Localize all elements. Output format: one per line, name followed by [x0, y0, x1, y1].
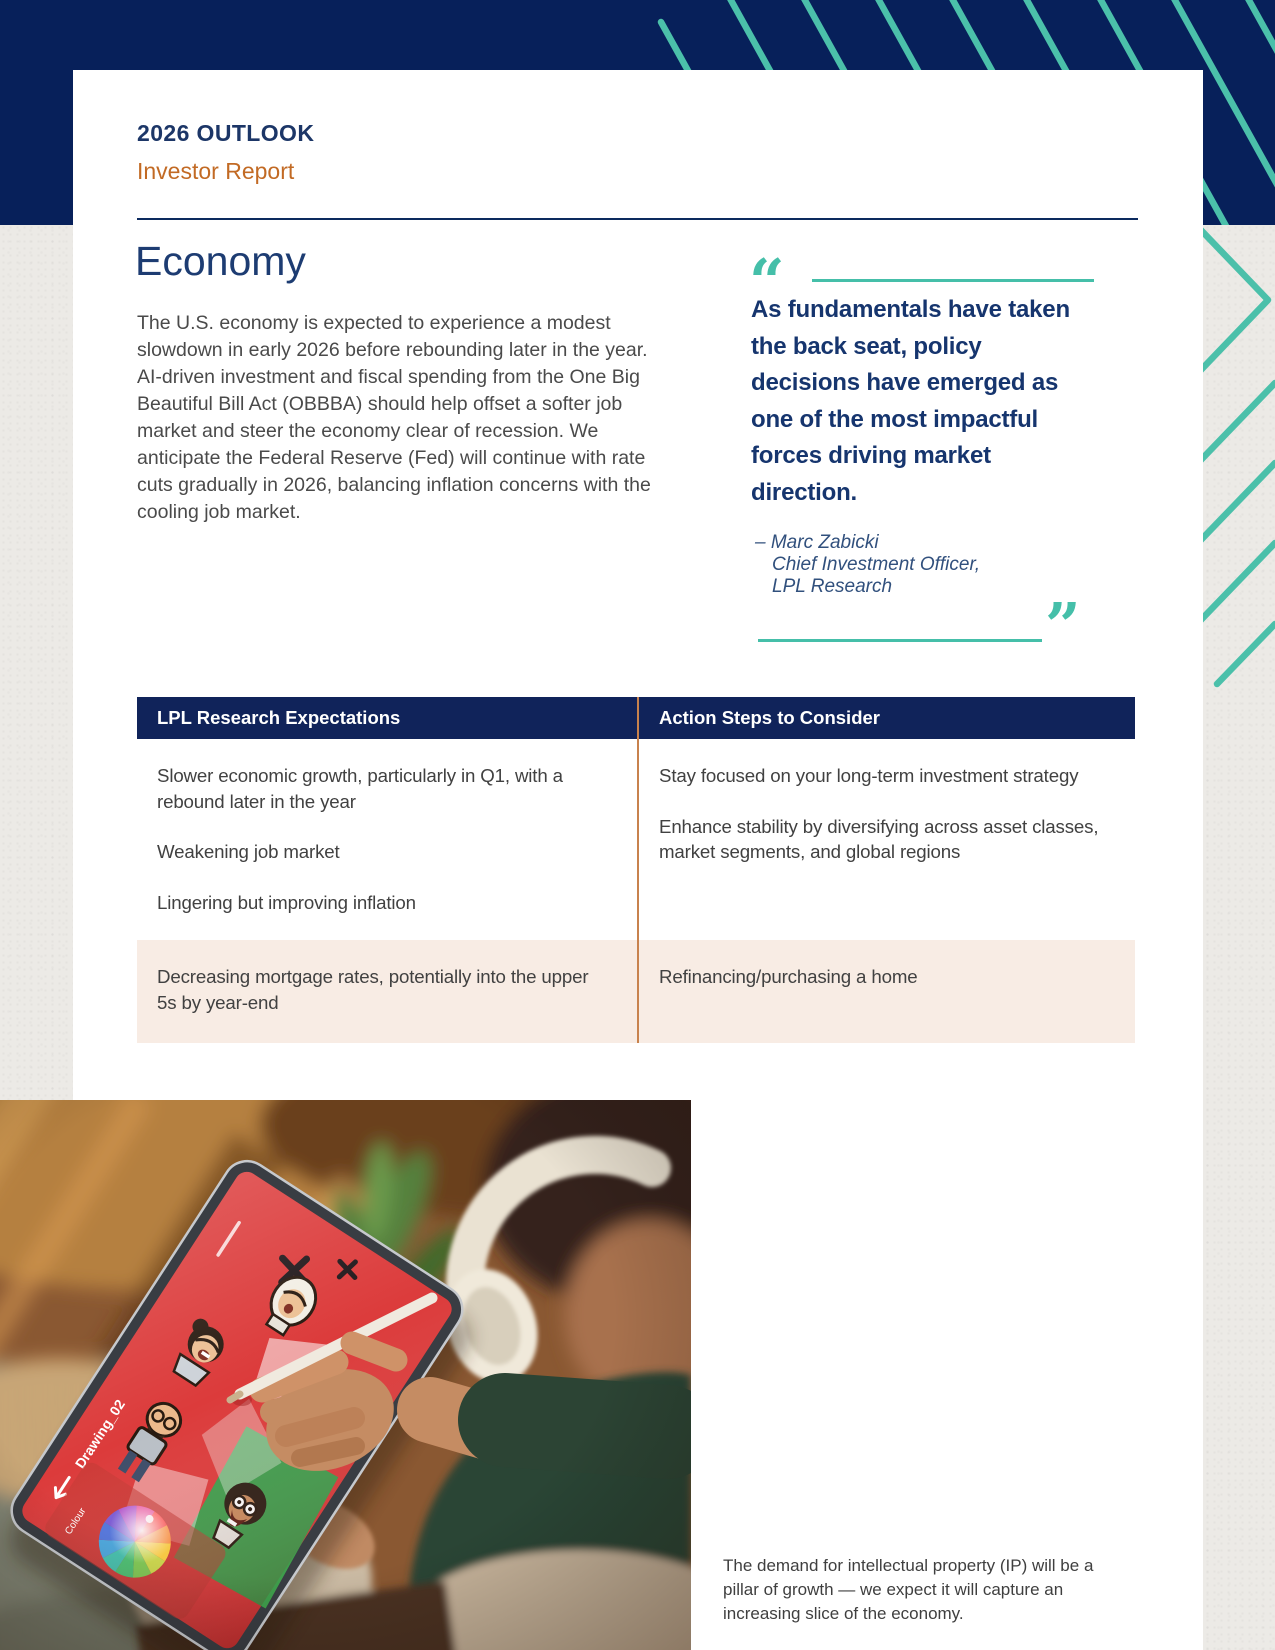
report-subtitle: Investor Report: [137, 158, 295, 184]
lifestyle-photo: [0, 1100, 691, 1650]
quote-author-org: LPL Research: [772, 576, 893, 597]
section-title: Economy: [135, 238, 306, 284]
expectations-cell: Decreasing mortgage rates, potentially into the upper 5s by year-end: [157, 966, 589, 1013]
table-header-expectations: LPL Research Expectations: [157, 707, 401, 728]
header-rule: [137, 218, 1138, 220]
actions-cell: Refinancing/purchasing a home: [659, 966, 918, 987]
photo-illustration: [0, 1100, 691, 1650]
quote-rule-bottom: [758, 639, 1042, 642]
table-header-actions: Action Steps to Consider: [659, 707, 880, 728]
content-card: 2026 OUTLOOK Investor Report Economy The U.S. economy is expected to experience a modest slowdown in early 2026 before rebounding later in the year. AI-driven investment and fiscal spending from the One Big Beautiful Bill Act (OBBBA) should help offset a softer job market and steer the economy clear of recession. We anticipate the Federal Reserve (Fed) will continue with rate cuts gradually in 2026, balancing inflation concerns with the cooling job market. “ As fundamentals have taken the back seat, policy decisions have emerged as one of the most impactful forces driving market direction. – Marc Zabicki Chief Investment Officer, LPL Research ” LPL Research Expectations Action Steps to Consider Slower economic growth, particularly in Q1, with a rebound later in the year Weakening job market Lingering but improving inflation Stay focused on your long-term investment strategy Enhance stability by diversifying across asset classes, market segments, and global regions Decreasing mortgage rates, potentially into the upper 5s by year-end Refinancing/purchasing a home The demand for intellectual property (IP) will be a pillar of growth — we expect it will capture an increasing slice of the economy.: [73, 70, 1203, 1650]
table-header-row: [137, 697, 1135, 739]
quote-author-role: Chief Investment Officer,: [772, 554, 981, 575]
economy-paragraph: The U.S. economy is expected to experience a modest slowdown in early 2026 before rebounding later in the year. AI-driven investment and fiscal spending from the One Big Beautiful Bill Act (OBBBA) should help offset a softer job market and steer the economy clear of recession. We anticipate the Federal Reserve (Fed) will continue with rate cuts gradually in 2026, balancing inflation concerns with the cooling job market.: [137, 312, 651, 523]
table-row: [137, 739, 1135, 940]
expectations-table: [137, 697, 1135, 1043]
vignette: [0, 1100, 691, 1650]
table-row-highlighted: [137, 940, 1135, 1043]
quote-rule-top: [812, 279, 1094, 282]
chevron-decoration: [1199, 222, 1275, 702]
photo-caption: The demand for intellectual property (IP) will be a pillar of growth — we expect it will capture an increasing slice of the economy.: [723, 1556, 1094, 1623]
table-column-divider: [637, 697, 639, 1043]
quote-author: – Marc Zabicki: [755, 532, 879, 553]
report-kicker: 2026 OUTLOOK: [137, 120, 315, 146]
actions-cell: Stay focused on your long-term investment strategy Enhance stability by diversifying across asset classes, market segments, and global regions: [659, 765, 1099, 862]
quote-text: As fundamentals have taken the back seat, policy decisions have emerged as one of the most impactful forces driving market direction.: [751, 296, 1070, 506]
quote-attribution: [755, 532, 980, 598]
expectations-cell: Slower economic growth, particularly in Q1, with a rebound later in the year Weakening job market Lingering but improving inflation: [157, 765, 563, 913]
